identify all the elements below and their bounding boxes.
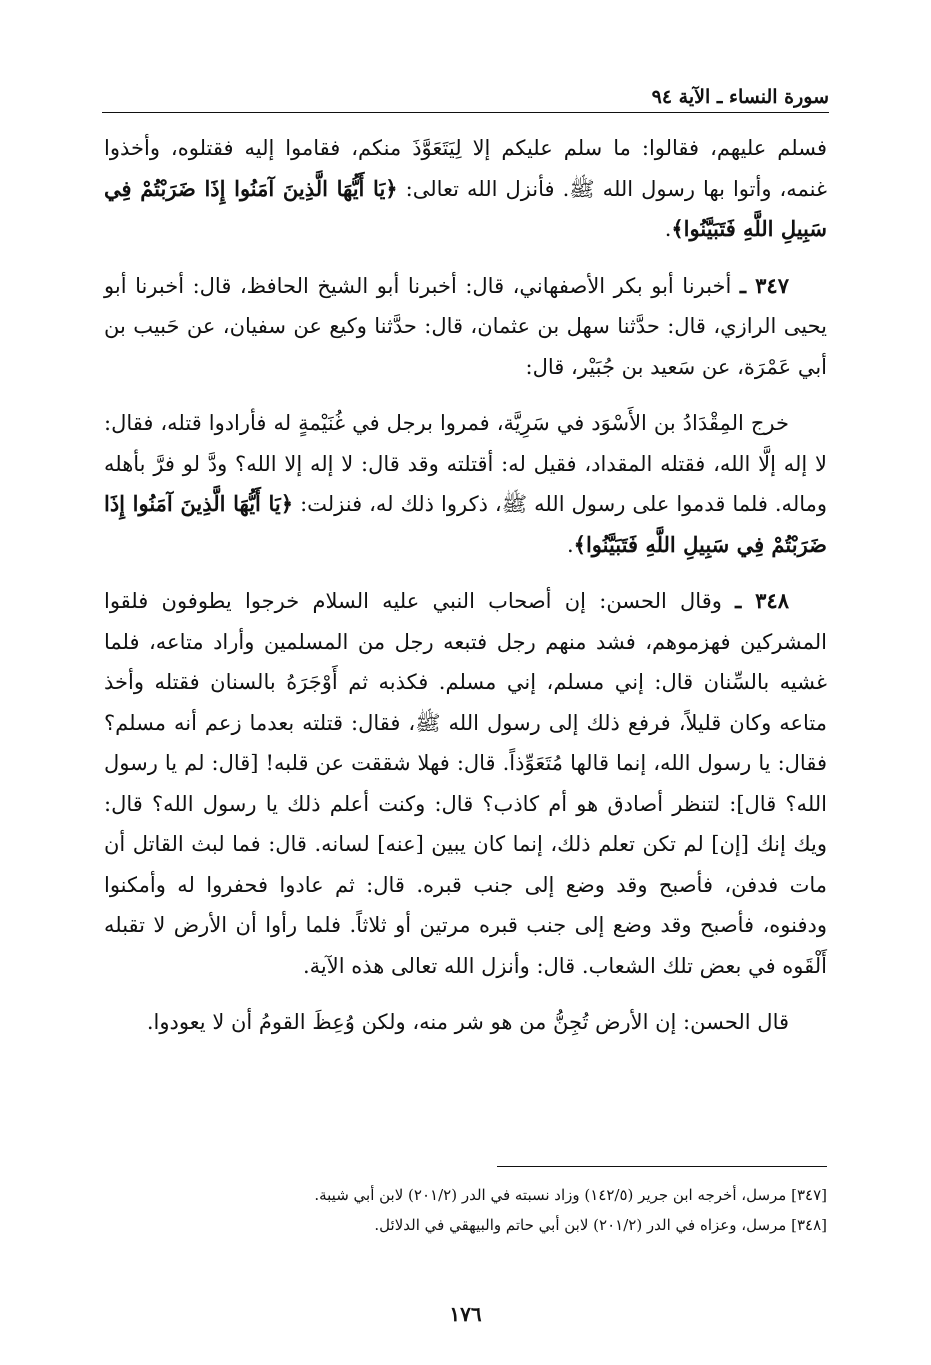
footnote-348: [٣٤٨] مرسل، وعزاه في الدر (٢٠١/٢) لابن أبي حاتم والبيهقي في الدلائل.	[374, 1216, 827, 1234]
footnote-rule	[497, 1166, 827, 1167]
paragraph-continuation	[104, 128, 827, 250]
hasan-comment	[104, 1002, 827, 1043]
hadith-347-matn	[104, 403, 827, 565]
running-header-title: سورة النساء ـ الآية ٩٤	[644, 86, 829, 108]
paragraph-end: .	[566, 532, 574, 557]
paragraph-end: .	[664, 217, 672, 241]
footnotes	[104, 1180, 827, 1240]
quran-verse: ﴿يَا أَيُّهَا الَّذِينَ آمَنُوا إِذَا ضَرَبْتُمْ فِي سَبِيلِ اللَّهِ فَتَبَيَّنُوا﴾	[104, 491, 827, 557]
footnote-347: [٣٤٧] مرسل، أخرجه ابن جرير (١٤٢/٥) وزاد نسبته في الدر (٢٠١/٢) لابن أبي شيبة.	[314, 1186, 827, 1204]
hadith-number: ٣٤٧ ـ	[739, 272, 789, 298]
isnad-text: أخبرنا أبو بكر الأصفهاني، قال: أخبرنا أبو الشيخ الحافظ، قال: أخبرنا أبو يحيى الرازي، قال: حدَّثنا سهل بن عثمان، قال: حدَّثنا وكيع عن سفيان، عن حَبيب بن أبي عَمْرَة، عن سَعيد بن جُبَيْر، قال:	[104, 273, 827, 379]
paragraph-text: فسلم عليهم، فقالوا: ما سلم عليكم إلا لِيَتَعَوَّذَ منكم، فقاموا إليه فقتلوه، وأخذوا غنمه، وأتوا بها رسول الله ﷺ. فأنزل الله تعالى:	[104, 136, 827, 201]
running-header	[102, 86, 829, 120]
hadith-347	[104, 266, 827, 388]
hadith-number: ٣٤٨ ـ	[735, 588, 789, 613]
page-number: ١٧٦	[449, 1302, 482, 1326]
quran-verse: ﴿يَا أَيُّهَا الَّذِينَ آمَنُوا إِذَا ضَرَبْتُمْ فِي سَبِيلِ اللَّهِ فَتَبَيَّنُوا﴾	[104, 175, 827, 241]
hadith-348	[104, 581, 827, 986]
paragraph-text: قال الحسن: إن الأرض تُجِنُّ من هو شر منه، ولكن وُعِظَ القومُ أن لا يعودوا.	[146, 1010, 789, 1034]
main-text	[104, 128, 827, 1059]
paragraph-text: وقال الحسن: إن أصحاب النبي عليه السلام خرجوا يطوفون فلقوا المشركين فهزموهم، فشد منهم رجل فتبعه رجل من المسلمين وأراد متاعه، فلما غشيه بالسِّنان قال: إني مسلم، إني مسلم. فكذبه ثم أَوْجَرَهُ بالسنان فقتله وأخذ متاعه وكان قليلاً، فرفع ذلك إلى رسول الله ﷺ، فقال: قتلته بعدما زعم أنه مسلم؟ فقال: يا رسول الله، إنما قالها مُتَعَوِّذاً. قال: فهلا شققت عن قلبه! [قال: لم يا رسول الله؟ قال]: لتنظر أصادق هو أم كاذب؟ قال: وكنت أعلم ذلك يا رسول الله؟ قال: ويك إنك [إن] لم تكن تعلم ذلك، إنما كان يبين [عنه] لسانه. قال: فما لبث القاتل أن مات فدفن، فأصبح وقد وضع إلى جنب قبره. قال: ثم عادوا فحفروا له وأمكنوا ودفنوه، فأصبح وقد وضع إلى جنب قبره مرتين أو ثلاثاً. فلما رأوا أن الأرض لا تقبله أَلْقَوه في بعض تلك الشعاب. قال: وأنزل الله تعالى هذه الآية.	[104, 589, 827, 978]
paragraph-text: خرج المِقْدَادُ بن الأَسْوَد في سَرِيَّة، فمروا برجل في غُنَيْمةٍ له فأرادوا قتله، فقال: لا إله إلَّا الله، فقتله المقداد، فقيل له: أقتلته وقد قال: لا إله إلا الله؟ ودَّ لو فرَّ بأهله وماله. فلما قدموا على رسول الله ﷺ، ذكروا ذلك له، فنزلت:	[104, 411, 828, 516]
header-rule	[102, 112, 829, 113]
